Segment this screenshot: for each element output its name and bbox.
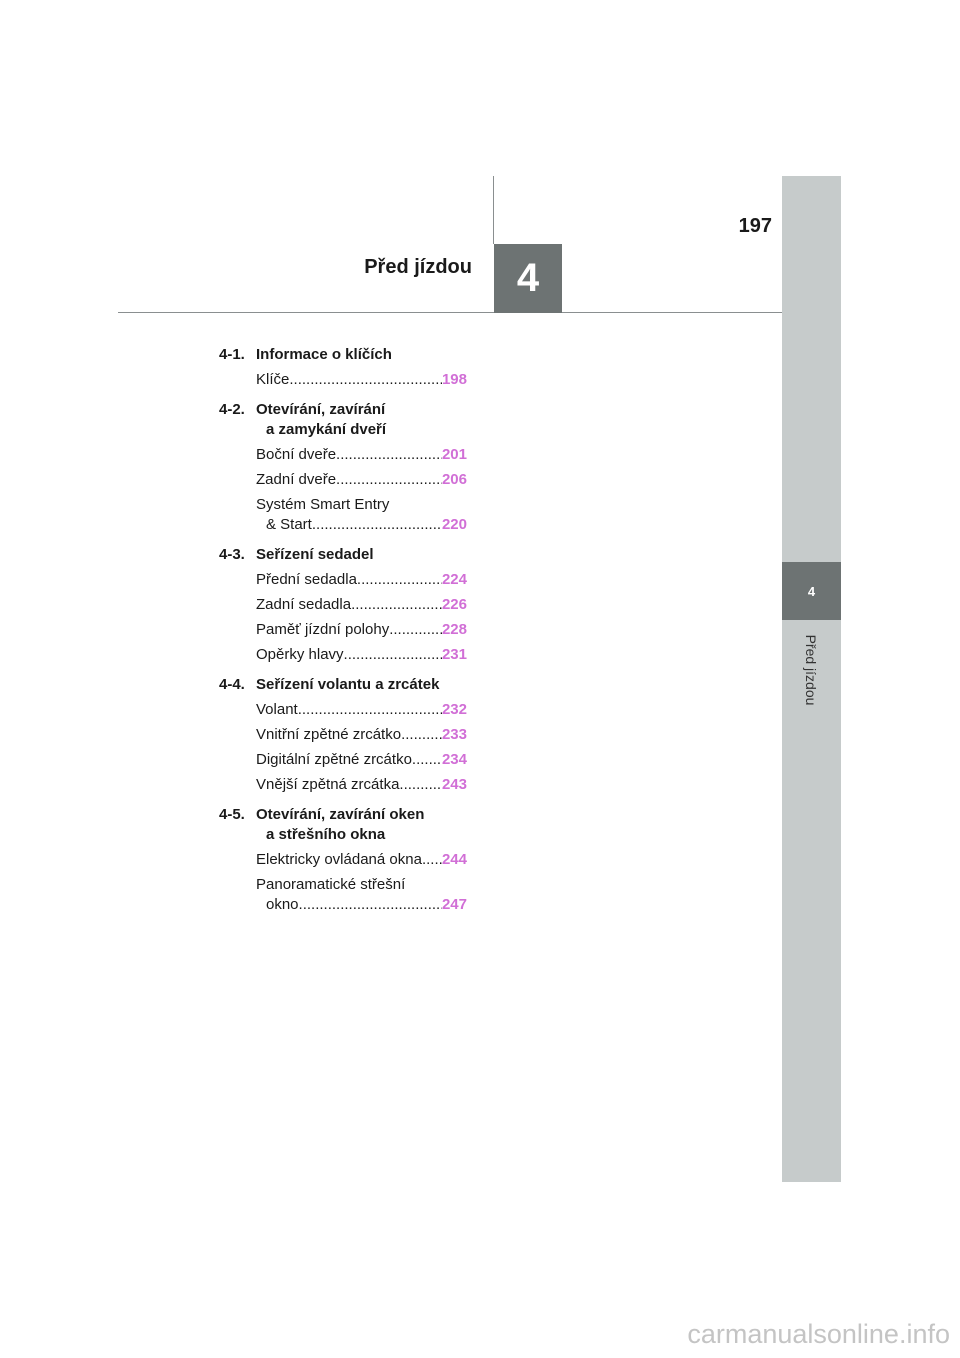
page-number: 197 (738, 215, 772, 237)
toc-entry-text: Zadní sedadla (256, 596, 352, 613)
toc-section-title-line: Seřízení sedadel (256, 546, 374, 563)
toc-dot-leader (336, 445, 442, 465)
toc-dot-leader (399, 775, 442, 795)
toc-entry[interactable] (256, 750, 467, 770)
toc-entry[interactable] (256, 775, 467, 795)
toc-entry-text: Vnější zpětná zrcátka (256, 776, 400, 793)
side-tab-label: Před jízdou (803, 634, 819, 706)
toc-dot-leader (357, 570, 442, 590)
toc-dot-leader (312, 515, 442, 535)
toc-page-link[interactable]: 231 (441, 646, 467, 663)
toc-entry-text: Přední sedadla (256, 571, 357, 588)
toc-section-title (256, 805, 467, 845)
toc-dot-leader (351, 595, 442, 615)
toc-entry[interactable] (256, 470, 467, 490)
toc-entry[interactable] (256, 725, 467, 745)
toc-section-number: 4-4. (219, 676, 245, 693)
toc-dot-leader (389, 620, 442, 640)
toc-entry[interactable] (256, 445, 467, 465)
toc-section-heading (219, 345, 467, 365)
toc-dot-leader (299, 895, 442, 915)
toc-section-heading (219, 545, 467, 565)
toc-page-link[interactable]: 228 (441, 621, 467, 638)
toc-page-link[interactable]: 244 (441, 851, 467, 868)
toc-section-title (256, 545, 467, 565)
toc-entry-text: Klíče (256, 371, 290, 388)
toc-page-link[interactable]: 224 (441, 571, 467, 588)
toc-entry-text: Elektricky ovládaná okna (256, 851, 422, 868)
toc-page-link[interactable]: 243 (441, 776, 467, 793)
toc-dot-leader (412, 750, 442, 770)
header-vertical-rule (493, 176, 494, 244)
toc-page-link[interactable]: 198 (441, 371, 467, 388)
header-horizontal-rule (118, 312, 782, 313)
toc-section-title-line: Informace o klíčích (256, 346, 392, 363)
toc-section-title-line: a střešního okna (266, 826, 386, 843)
toc-entry[interactable] (256, 620, 467, 640)
toc-section-title-line: a zamykání dveří (266, 421, 387, 438)
toc-entry-text: Panoramatické střešní (256, 876, 406, 893)
toc-entry[interactable] (256, 570, 467, 590)
toc-page-link[interactable]: 233 (441, 726, 467, 743)
toc-dot-leader (336, 470, 442, 490)
toc-section-number: 4-2. (219, 401, 245, 418)
toc-entry-text: Opěrky hlavy (256, 646, 344, 663)
toc-entry-text: Zadní dveře (256, 471, 337, 488)
toc-dot-leader (422, 850, 442, 870)
toc-entry-text: okno (266, 896, 299, 913)
toc-page-link[interactable]: 201 (441, 446, 467, 463)
toc-entry[interactable] (256, 495, 467, 535)
toc-entry[interactable] (256, 370, 467, 390)
toc-section-title-line: Otevírání, zavírání (256, 401, 386, 418)
toc-entry[interactable] (256, 875, 467, 915)
toc-page-link[interactable]: 232 (441, 701, 467, 718)
toc-entry-text: Boční dveře (256, 446, 337, 463)
toc-page-link[interactable]: 226 (441, 596, 467, 613)
toc-entry-text: & Start (266, 516, 312, 533)
toc-entry[interactable] (256, 595, 467, 615)
toc-entry-text: Vnitřní zpětné zrcátko (256, 726, 402, 743)
toc-page-link[interactable]: 206 (441, 471, 467, 488)
chapter-title: Před jízdou (364, 256, 472, 278)
toc-section-title (256, 345, 467, 365)
toc-dot-leader (289, 370, 442, 390)
toc-section-title (256, 400, 467, 440)
toc-dot-leader (298, 700, 442, 720)
toc-entry-text: Paměť jízdní polohy (256, 621, 390, 638)
toc-section-title-line: Otevírání, zavírání oken (256, 806, 425, 823)
toc-section-heading (219, 805, 467, 845)
table-of-contents (219, 345, 467, 915)
toc-page-link[interactable]: 247 (441, 896, 467, 913)
toc-section-number: 4-3. (219, 546, 245, 563)
toc-section-heading (219, 400, 467, 440)
toc-entry[interactable] (256, 645, 467, 665)
toc-entry-text: Volant (256, 701, 298, 718)
toc-entry[interactable] (256, 850, 467, 870)
toc-dot-leader (401, 725, 442, 745)
toc-section-title (256, 675, 467, 695)
toc-page-link[interactable]: 220 (441, 516, 467, 533)
toc-section-number: 4-5. (219, 806, 245, 823)
toc-section-heading (219, 675, 467, 695)
chapter-number-box: 4 (494, 244, 562, 313)
toc-entry[interactable] (256, 700, 467, 720)
toc-page-link[interactable]: 234 (441, 751, 467, 768)
toc-entry-text: Digitální zpětné zrcátko (256, 751, 412, 768)
toc-entry-text: Systém Smart Entry (256, 496, 390, 513)
toc-section-title-line: Seřízení volantu a zrcátek (256, 676, 440, 693)
watermark: carmanualsonline.info (687, 1319, 950, 1349)
toc-section-number: 4-1. (219, 346, 245, 363)
side-tab-chapter-number[interactable]: 4 (782, 562, 841, 620)
toc-dot-leader (344, 645, 442, 665)
